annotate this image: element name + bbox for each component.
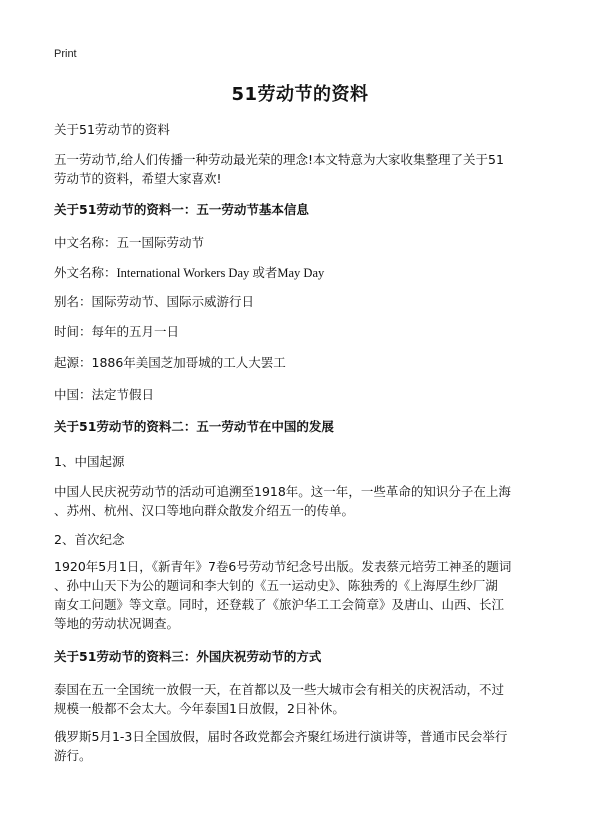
print-link[interactable]: Print [54,48,77,60]
info-foreign-name-value: International Workers Day 或者May Day [116,266,325,280]
info-foreign-name [54,263,554,283]
subheading-china-origin: 1、中国起源 [54,454,125,469]
paragraph-russia [54,727,554,765]
info-time: 时间：每年的五月一日 [54,324,180,339]
intro-paragraph [54,150,554,188]
paragraph-line: 泰国在五一全国统一放假一天，在首都以及一些大城市会有相关的庆祝活动，不过 [54,682,505,697]
subheading-first-commemoration: 2、首次纪念 [54,532,125,547]
paragraph-line: 俄罗斯5月1-3日全国放假，届时各政党都会齐聚红场进行演讲等，普通市民会举行 [54,729,508,744]
intro-line: 劳动节的资料，希望大家喜欢! [54,171,222,186]
document-subtitle: 关于51劳动节的资料 [54,122,170,137]
section-heading-china-development: 关于51劳动节的资料二：五一劳动节在中国的发展 [54,419,334,434]
info-foreign-name-label: 外文名称： [54,265,117,280]
paragraph-line: 、苏州、杭州、汉口等地向群众散发介绍五一的传单。 [54,503,355,518]
paragraph-line: 、孙中山天下为公的题词和李大钊的《五一运动史》、陈独秀的《上海厚生纱厂湖 [54,578,498,593]
intro-line: 五一劳动节,给人们传播一种劳动最光荣的理念!本文特意为大家收集整理了关于51 [54,152,504,167]
paragraph-china-origin [54,482,554,520]
paragraph-first-commemoration [54,557,554,633]
info-china: 中国：法定节假日 [54,387,155,402]
paragraph-line: 1920年5月1日，《新青年》7卷6号劳动节纪念号出版。发表蔡元培劳工神圣的题词 [54,559,512,574]
section-heading-basic-info: 关于51劳动节的资料一：五一劳动节基本信息 [54,202,309,217]
paragraph-line: 规模一般都不会太大。今年泰国1日放假，2日补休。 [54,701,345,716]
paragraph-line: 中国人民庆祝劳动节的活动可追溯至1918年。这一年，一些革命的知识分子在上海 [54,484,511,499]
paragraph-line: 游行。 [54,748,92,763]
section-heading-foreign-celebration: 关于51劳动节的资料三：外国庆祝劳动节的方式 [54,649,322,664]
info-alias: 别名：国际劳动节、国际示威游行日 [54,294,255,309]
paragraph-line: 南女工问题》等文章。同时，还登载了《旅沪华工工会简章》及唐山、山西、长江 [54,597,505,612]
paragraph-thailand [54,680,554,718]
document-title: 51劳动节的资料 [231,84,369,105]
info-origin: 起源：1886年美国芝加哥城的工人大罢工 [54,355,286,370]
paragraph-line: 等地的劳动状况调查。 [54,616,180,631]
info-chinese-name: 中文名称：五一国际劳动节 [54,235,205,250]
